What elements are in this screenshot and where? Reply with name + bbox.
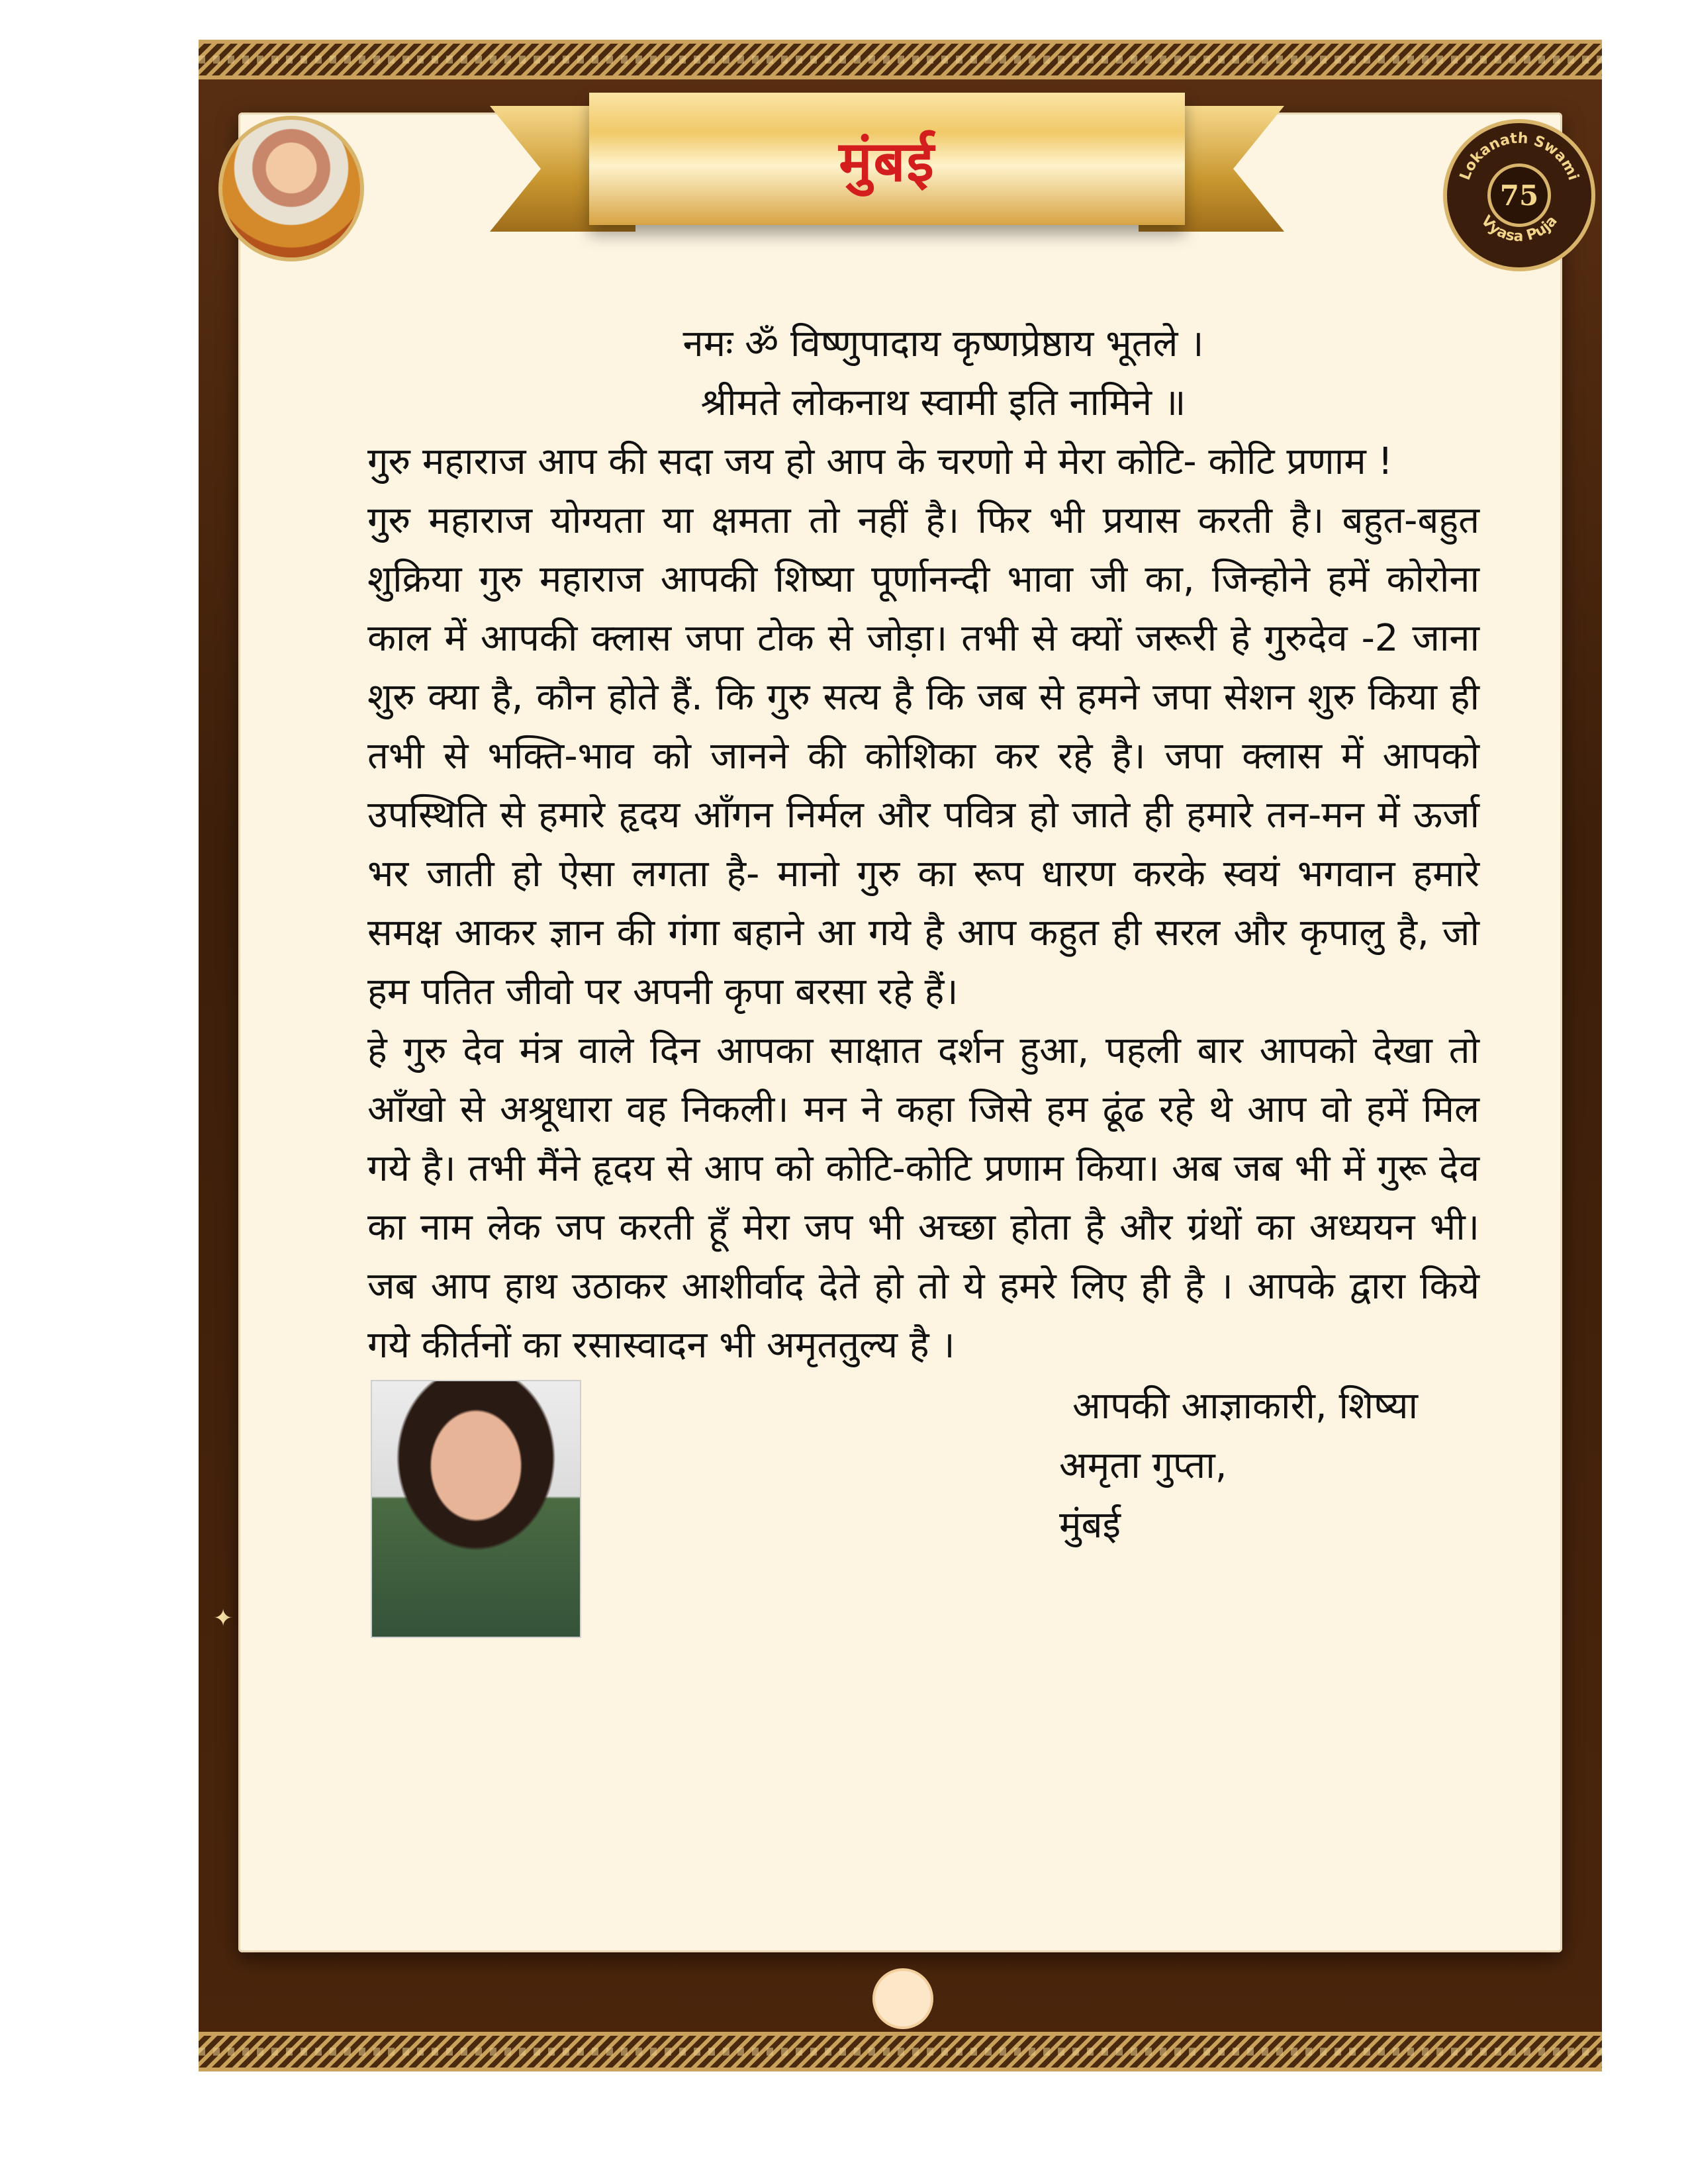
salutation-paragraph: गुरु महाराज आप की सदा जय हो आप के चरणो मे मेरा कोटि- कोटि प्रणाम !	[367, 440, 1393, 483]
seal-text-bottom: Vyasa Puja	[1477, 212, 1561, 246]
verse-line-2: श्रीमते लोकनाथ स्वामी इति नामिने ॥	[700, 381, 1186, 424]
signature-block	[1059, 1377, 1418, 1555]
seal-ring-text	[1447, 123, 1591, 267]
signature-line-3: मुंबई	[1059, 1504, 1121, 1547]
top-ornament-band	[199, 40, 1602, 79]
signature-line-1: आपकी आज्ञाकारी, शिष्या	[1072, 1385, 1418, 1428]
title-ribbon	[490, 93, 1284, 265]
letter-body	[367, 314, 1479, 1375]
page-marker-circle	[875, 1971, 931, 2026]
body-paragraph-2: हे गुरु देव मंत्र वाले दिन आपका साक्षात दर्शन हुआ, पहली बार आपको देखा तो आँखो से अश्रूधारा वह निकली। मन ने कहा जिसे हम ढूंढ रहे थे आप वो हमें मिल गये है। तभी मैंने हृदय से आप को कोटि-कोटि प्रणाम किया। अब जब भी में गुरू देव का नाम लेक जप करती हूँ मेरा जप भी अच्छा होता है और ग्रंथों का अध्ययन भी। जब आप हाथ उठाकर आशीर्वाद देते हो तो ये हमरे लिए ही है । आपके द्वारा किये गये कीर्तनों का रसास्वादन भी अमृततुल्य है ।	[367, 1029, 1479, 1367]
author-photo	[371, 1380, 581, 1638]
svg-text:Vyasa Puja	[1477, 212, 1561, 245]
ribbon-banner	[589, 93, 1185, 225]
seal-number: 75	[1487, 163, 1551, 227]
guru-portrait	[218, 116, 364, 261]
verse-line-1: नमः ॐ विष्णुपादाय कृष्णप्रेष्ठाय भूतले ।	[682, 322, 1204, 365]
bottom-ornament-band	[199, 2032, 1602, 2071]
signature-line-2: अमृता गुप्ता,	[1059, 1444, 1227, 1487]
page-title: मुंबई	[839, 128, 935, 194]
body-paragraph-1: गुरु महाराज योग्यता या क्षमता तो नहीं है। फिर भी प्रयास करती है। बहुत-बहुत शुक्रिया गुरु महाराज आपकी शिष्या पूर्णानन्दी भावा जी का, जिन्होने हमें कोरोना काल में आपकी क्लास जपा टोक से जोड़ा। तभी से क्यों जरूरी हे गुरुदेव -2 जाना शुरु क्या है, कौन होते हैं. कि गुरु सत्य है कि जब से हमने जपा सेशन शुरु किया ही तभी से भक्ति-भाव को जानने की कोशिका कर रहे है। जपा क्लास में आपको उपस्थिति से हमारे हृदय आँगन निर्मल और पवित्र हो जाते ही हमारे तन-मन में ऊर्जा भर जाती हो ऐसा लगता है- मानो गुरु का रूप धारण करके स्वयं भगवान हमारे समक्ष आकर ज्ञान की गंगा बहाने आ गये है आप कहुत ही सरल और कृपालु है, जो हम पतित जीवो पर अपनी कृपा बरसा रहे हैं।	[367, 499, 1479, 1013]
sparkle-icon: ✦	[213, 1605, 234, 1632]
seal-text-top: Lokanath Swami	[1456, 130, 1582, 183]
svg-text:Lokanath Swami	[1457, 130, 1581, 183]
vyasa-puja-seal	[1443, 119, 1595, 271]
